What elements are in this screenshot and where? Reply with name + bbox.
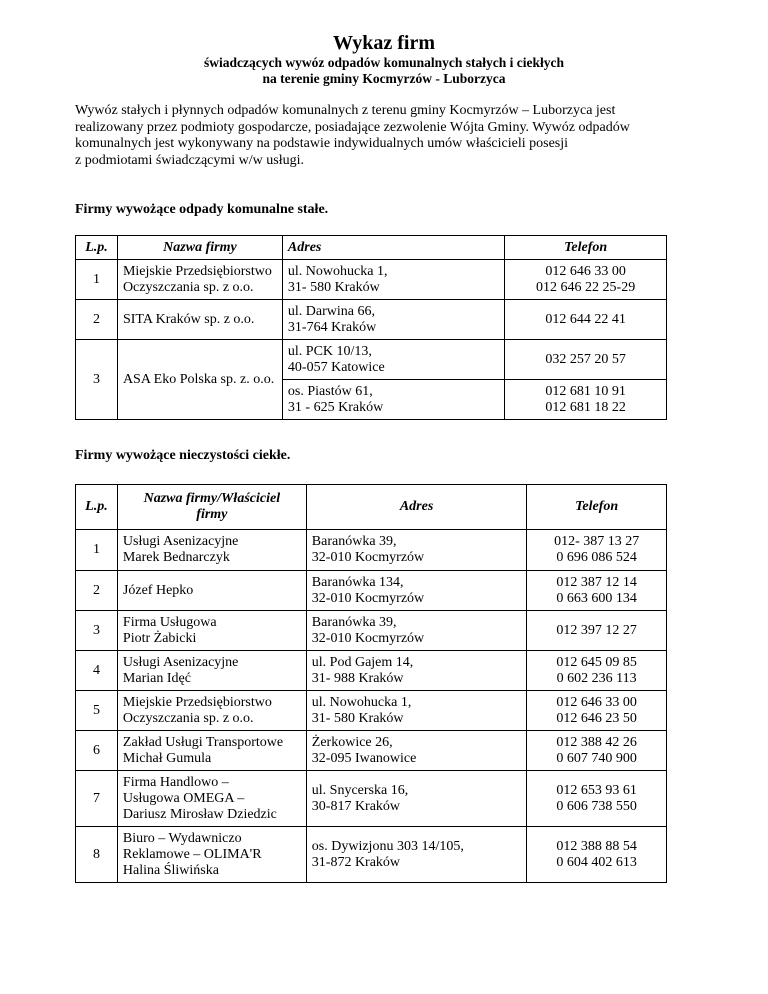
phone-line: 0 602 236 113 <box>556 670 637 686</box>
table-header-row <box>76 236 667 260</box>
row-lp: 3 <box>76 340 118 420</box>
row-phone <box>527 571 667 611</box>
row-company-name <box>117 571 306 611</box>
phone-line: 012 646 23 50 <box>556 710 637 726</box>
row-phone <box>505 300 667 340</box>
header-phone: Telefon <box>505 236 667 260</box>
address-line: os. Dywizjonu 303 14/105, <box>311 838 464 854</box>
row-company-name <box>117 260 282 300</box>
row-company-name <box>117 827 306 883</box>
row-company-name <box>117 771 306 827</box>
solid-waste-heading: Firmy wywożące odpady komunalne stałe. <box>75 202 329 217</box>
address-line: 32-095 Iwanowice <box>311 750 417 766</box>
table-row <box>76 827 667 883</box>
company-name-line: Usługi Asenizacyjne <box>122 654 239 670</box>
phone-line: 012 681 18 22 <box>545 399 626 415</box>
address-line: Baranówka 134, <box>311 574 404 590</box>
address-line: ul. PCK 10/13, <box>287 343 372 359</box>
row-lp: 6 <box>76 731 118 771</box>
row-address <box>282 300 504 340</box>
row-address <box>306 571 527 611</box>
table-row <box>76 300 667 340</box>
row-phone <box>505 340 667 380</box>
company-name-line: Marek Bednarczyk <box>122 550 230 565</box>
company-name-line: Oczyszczania sp. z o.o. <box>122 279 254 295</box>
intro-line: z podmiotami świadczącymi w/w usługi. <box>75 152 305 168</box>
address-line: Baranówka 39, <box>311 614 397 630</box>
row-phone <box>527 771 667 827</box>
header-lp: L.p. <box>76 485 118 530</box>
address-line: ul. Snycerska 16, <box>311 782 409 798</box>
table-row <box>76 530 667 571</box>
company-name-line: Biuro – Wydawniczo <box>122 830 242 846</box>
address-line: ul. Pod Gajem 14, <box>311 654 414 670</box>
company-name-line: Firma Usługowa <box>122 614 217 630</box>
row-address <box>306 651 527 691</box>
row-lp: 3 <box>76 611 118 651</box>
company-name-line: Halina Śliwińska <box>122 862 219 878</box>
phone-line: 0 696 086 524 <box>556 550 637 565</box>
company-name-line: ASA Eko Polska sp. z. o.o. <box>122 371 275 387</box>
table-row <box>76 731 667 771</box>
row-address <box>282 340 504 380</box>
header-name-line: Nazwa firmy/Właściciel <box>143 491 281 506</box>
phone-line: 012 681 10 91 <box>545 383 626 399</box>
table-row <box>76 571 667 611</box>
intro-line: realizowany przez podmioty gospodarcze, posiadające zezwolenie Wójta Gminy. Wywóz odpadów <box>75 119 630 135</box>
row-address <box>306 827 527 883</box>
phone-line: 012- 387 13 27 <box>554 534 640 549</box>
phone-line: 012 388 88 54 <box>556 838 637 854</box>
company-name-line: Usługi Asenizacyjne <box>122 534 239 549</box>
company-name-line: Miejskie Przedsiębiorstwo <box>122 263 272 279</box>
phone-line: 012 644 22 41 <box>545 311 626 327</box>
table-row <box>76 651 667 691</box>
address-line: 31- 988 Kraków <box>311 670 404 686</box>
row-address <box>306 771 527 827</box>
row-company-name <box>117 530 306 571</box>
row-lp: 1 <box>76 260 118 300</box>
row-address <box>306 691 527 731</box>
intro-paragraph <box>75 103 715 169</box>
subtitle-line: świadczących wywóz odpadów komunalnych stałych i ciekłych <box>203 55 565 70</box>
row-address <box>282 260 504 300</box>
address-line: 31-872 Kraków <box>311 854 401 870</box>
table-row <box>76 340 667 380</box>
table-header-row <box>76 485 667 530</box>
header-phone: Telefon <box>527 485 667 530</box>
address-line: 31 - 625 Kraków <box>287 399 384 415</box>
row-phone <box>527 651 667 691</box>
page-subtitle <box>0 55 768 87</box>
address-line: ul. Nowohucka 1, <box>287 263 388 279</box>
company-name-line: Dariusz Mirosław Dziedzic <box>122 806 277 822</box>
row-lp: 2 <box>76 571 118 611</box>
address-line: ul. Darwina 66, <box>287 303 376 319</box>
liquid-waste-table <box>75 484 667 883</box>
row-address <box>306 731 527 771</box>
phone-line: 012 387 12 14 <box>556 574 637 590</box>
row-phone <box>527 611 667 651</box>
header-address: Adres <box>306 485 527 530</box>
phone-line: 012 645 09 85 <box>556 654 637 670</box>
phone-line: 012 646 33 00 <box>545 263 626 279</box>
address-line: 32-010 Kocmyrzów <box>311 550 425 565</box>
company-name-line: Marian Idęć <box>122 670 191 686</box>
company-name-line: Piotr Żabicki <box>122 630 197 646</box>
address-line: 32-010 Kocmyrzów <box>311 590 425 606</box>
company-name-line: Zakład Usługi Transportowe <box>122 734 284 750</box>
address-line: 31- 580 Kraków <box>311 710 404 726</box>
phone-line: 012 388 42 26 <box>556 734 637 750</box>
header-name-line: firmy <box>196 507 228 522</box>
address-line: Baranówka 39, <box>311 534 397 549</box>
company-name-line: Reklamowe – OLIMA'R <box>122 846 262 862</box>
row-phone <box>505 260 667 300</box>
address-line: 31-764 Kraków <box>287 319 377 335</box>
row-phone <box>505 380 667 420</box>
solid-waste-table <box>75 235 667 420</box>
address-line: 31- 580 Kraków <box>287 279 380 295</box>
row-lp: 8 <box>76 827 118 883</box>
row-phone <box>527 691 667 731</box>
header-lp: L.p. <box>76 236 118 260</box>
row-phone <box>527 731 667 771</box>
address-line: 32-010 Kocmyrzów <box>311 630 425 646</box>
row-company-name <box>117 651 306 691</box>
phone-line: 012 397 12 27 <box>556 622 637 638</box>
intro-line: Wywóz stałych i płynnych odpadów komunalnych z terenu gminy Kocmyrzów – Luborzyca jest <box>75 103 616 118</box>
row-lp: 2 <box>76 300 118 340</box>
row-address <box>306 611 527 651</box>
row-company-name <box>117 300 282 340</box>
row-lp: 1 <box>76 530 118 571</box>
company-name-line: Józef Hepko <box>122 582 194 598</box>
phone-line: 012 653 93 61 <box>556 782 637 798</box>
row-phone <box>527 530 667 571</box>
address-line: 30-817 Kraków <box>311 798 401 814</box>
address-line: ul. Nowohucka 1, <box>311 694 412 710</box>
page-title: Wykaz firm <box>332 32 435 54</box>
header-name: Nazwa firmy <box>117 236 282 260</box>
row-company-name <box>117 611 306 651</box>
row-lp: 5 <box>76 691 118 731</box>
intro-line: komunalnych jest wykonywany na podstawie indywidualnych umów właścicieli posesji <box>75 136 569 151</box>
company-name-line: Usługowa OMEGA – <box>122 790 245 806</box>
phone-line: 0 607 740 900 <box>556 750 637 766</box>
table-row <box>76 611 667 651</box>
phone-line: 032 257 20 57 <box>545 351 626 367</box>
company-name-line: Oczyszczania sp. z o.o. <box>122 710 254 726</box>
address-line: 40-057 Katowice <box>287 359 385 375</box>
phone-line: 0 663 600 134 <box>556 590 637 606</box>
row-address <box>306 530 527 571</box>
row-company-name <box>117 340 282 420</box>
company-name-line: Michał Gumula <box>122 750 212 766</box>
subtitle-line: na terenie gminy Kocmyrzów - Luborzyca <box>262 71 506 86</box>
phone-line: 012 646 22 25-29 <box>536 279 636 295</box>
row-phone <box>527 827 667 883</box>
address-line: Żerkowice 26, <box>311 734 393 750</box>
table-row <box>76 260 667 300</box>
header-address: Adres <box>282 236 504 260</box>
company-name-line: Firma Handlowo – <box>122 774 229 790</box>
company-name-line: SITA Kraków sp. z o.o. <box>122 311 255 327</box>
phone-line: 0 604 402 613 <box>556 854 637 870</box>
table-row <box>76 771 667 827</box>
row-lp: 7 <box>76 771 118 827</box>
phone-line: 012 646 33 00 <box>556 694 637 710</box>
row-company-name <box>117 731 306 771</box>
row-company-name <box>117 691 306 731</box>
liquid-waste-heading: Firmy wywożące nieczystości ciekłe. <box>75 448 291 463</box>
table-row <box>76 691 667 731</box>
phone-line: 0 606 738 550 <box>556 798 637 814</box>
row-address <box>282 380 504 420</box>
header-name <box>117 485 306 530</box>
address-line: os. Piastów 61, <box>287 383 373 399</box>
row-lp: 4 <box>76 651 118 691</box>
company-name-line: Miejskie Przedsiębiorstwo <box>122 694 272 710</box>
